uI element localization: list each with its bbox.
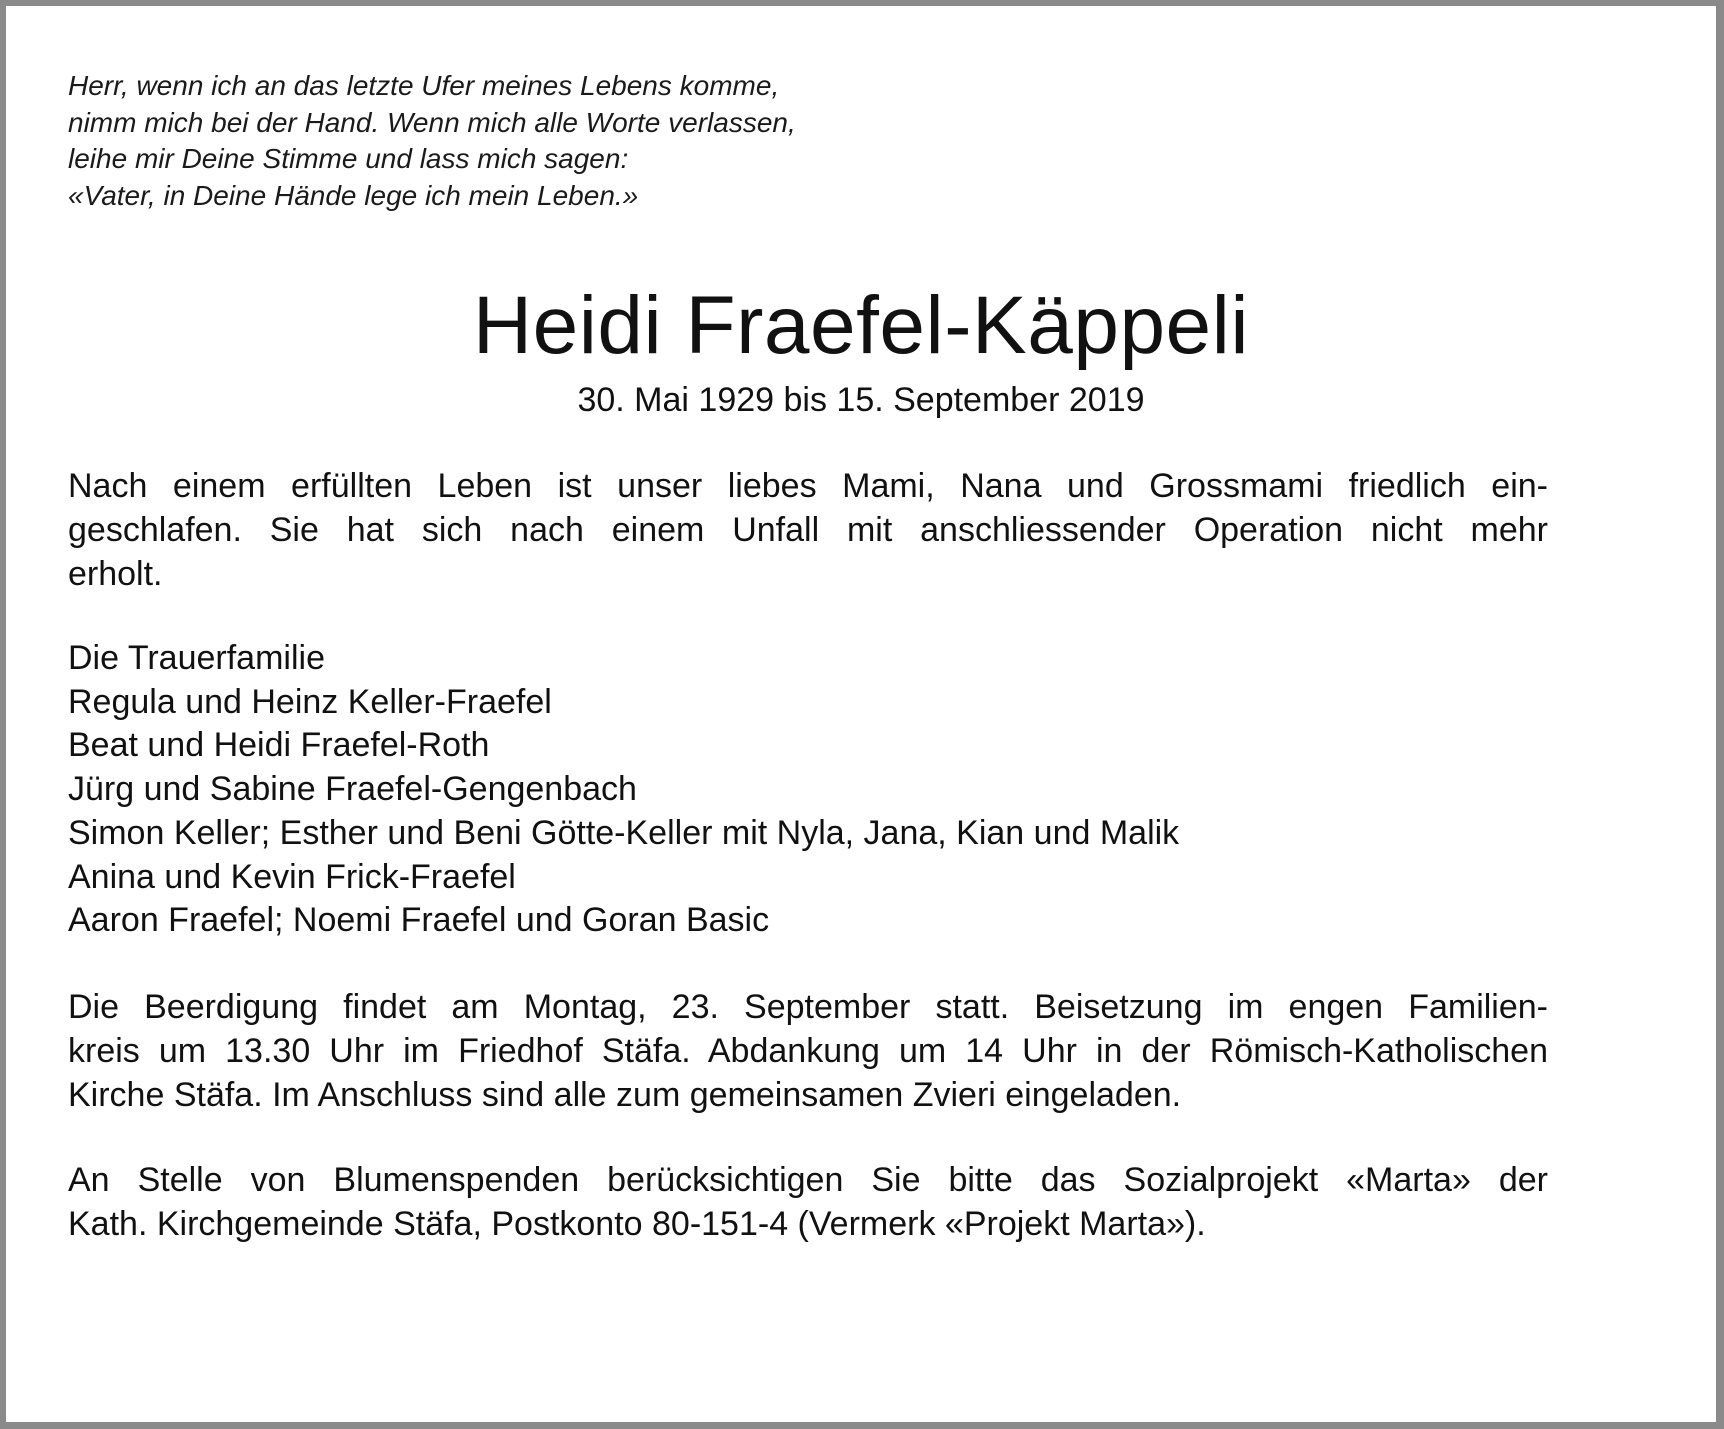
funeral-line: Kirche Stäfa. Im Anschluss sind alle zum gemeinsamen Zvieri eingeladen. xyxy=(68,1076,1182,1114)
donation-line: An Stelle von Blumenspenden berücksichtigen Sie bitte das Sozialprojekt «Marta» der xyxy=(68,1161,1548,1199)
poem-line: Herr, wenn ich an das letzte Ufer meines Lebens komme, xyxy=(68,70,780,101)
family-list xyxy=(68,637,1179,943)
deceased-name: Heidi Fraefel-Käppeli xyxy=(472,280,1250,371)
poem-line: nimm mich bei der Hand. Wenn mich alle Worte verlassen, xyxy=(68,106,796,138)
poem-verse xyxy=(68,68,796,214)
announcement-paragraph xyxy=(68,464,1548,596)
donation-paragraph xyxy=(68,1158,1548,1246)
family-member: Simon Keller; Esther und Beni Götte-Keller mit Nyla, Jana, Kian und Malik xyxy=(68,813,1180,852)
funeral-line: Die Beerdigung findet am Montag, 23. September statt. Beisetzung im engen Familien- xyxy=(68,988,1548,1026)
family-member: Aaron Fraefel; Noemi Fraefel und Goran Basic xyxy=(68,901,770,940)
family-member: Beat und Heidi Fraefel-Roth xyxy=(68,726,490,765)
announcement-line: Nach einem erfüllten Leben ist unser liebes Mami, Nana und Grossmami friedlich ein- xyxy=(68,467,1548,505)
family-heading: Die Trauerfamilie xyxy=(68,639,325,677)
family-member: Regula und Heinz Keller-Fraefel xyxy=(68,682,552,721)
donation-line: Kath. Kirchgemeinde Stäfa, Postkonto 80-151-4 (Vermerk «Projekt Marta»). xyxy=(68,1205,1206,1243)
family-member: Anina und Kevin Frick-Fraefel xyxy=(68,857,516,896)
funeral-paragraph xyxy=(68,985,1548,1117)
announcement-line: erholt. xyxy=(68,555,163,593)
announcement-line: geschlafen. Sie hat sich nach einem Unfall mit anschliessender Operation nicht mehr xyxy=(68,511,1548,549)
life-dates: 30. Mai 1929 bis 15. September 2019 xyxy=(577,381,1145,419)
poem-line: «Vater, in Deine Hände lege ich mein Leben.» xyxy=(68,179,639,211)
family-member: Jürg und Sabine Fraefel-Gengenbach xyxy=(68,770,637,809)
poem-line: leihe mir Deine Stimme und lass mich sagen: xyxy=(68,143,629,174)
funeral-line: kreis um 13.30 Uhr im Friedhof Stäfa. Abdankung um 14 Uhr in der Römisch-Katholischen xyxy=(68,1032,1548,1070)
